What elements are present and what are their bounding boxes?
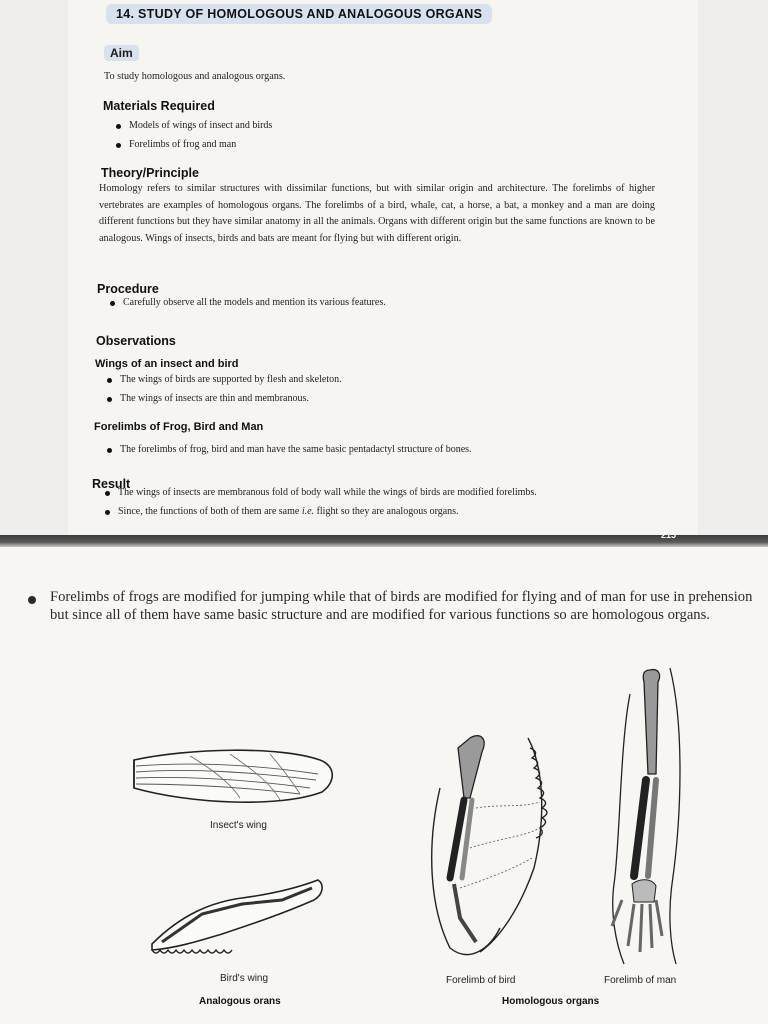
aim-text: To study homologous and analogous organs. xyxy=(104,71,286,82)
man-forelimb-label: Forelimb of man xyxy=(604,975,677,986)
list-item: Forelimbs of frog and man xyxy=(113,137,653,156)
wings-subheading: Wings of an insect and bird xyxy=(95,358,239,370)
theory-text: Homology refers to similar structures with dissimilar functions, but with similar origin and architecture. The forelimbs of higher vertebrates are examples of homologous organs. The forelimbs of a bird, whale, cat, a horse, a bat, a monkey and a man are doing different functions but they have similar anatomy in all the animals. Organs with different origin but the same functions are known to be analogous. Wings of insects, birds and bats are meant for flying but with different origin. xyxy=(99,183,655,244)
bird-forelimb-label: Forelimb of bird xyxy=(446,975,516,986)
homologous-caption: Homologous organs xyxy=(502,996,600,1007)
result-list xyxy=(102,485,662,523)
result-heading: Result xyxy=(92,477,131,491)
materials-list xyxy=(113,118,653,156)
chapter-title: 14. STUDY OF HOMOLOGOUS AND ANALOGOUS ORGANS xyxy=(106,4,492,24)
result-text: flight so they are analogous organs. xyxy=(314,506,459,517)
list-item: The wings of birds are supported by flesh and skeleton. xyxy=(104,372,644,391)
list-item xyxy=(102,504,662,523)
analogous-caption: Analogous orans xyxy=(199,996,281,1007)
forelimbs-list xyxy=(104,442,664,461)
page-number: 215 xyxy=(660,530,676,540)
homologous-paragraph: Forelimbs of frogs are modified for jumping while that of birds are modified for flying and of man for use in prehension but since all of them have same basic structure and are modified for various functions so are homologous organs. xyxy=(50,589,753,623)
bullet-icon xyxy=(28,596,36,604)
list-item: The wings of insects are thin and membranous. xyxy=(104,391,644,410)
bird-wing-illustration xyxy=(142,874,328,964)
procedure-list xyxy=(107,295,647,314)
forelimbs-subheading: Forelimbs of Frog, Bird and Man xyxy=(94,421,264,433)
bird-wing-label: Bird's wing xyxy=(220,973,269,984)
list-item: The wings of insects are membranous fold of body wall while the wings of birds are modified forelimbs. xyxy=(102,485,662,504)
procedure-heading: Procedure xyxy=(97,282,159,296)
man-forelimb-illustration xyxy=(600,664,700,974)
page-footer-strip xyxy=(0,535,768,547)
observations-heading: Observations xyxy=(96,334,176,348)
aim-heading: Aim xyxy=(104,45,139,61)
ie-text: i.e. xyxy=(301,506,315,517)
list-item: The forelimbs of frog, bird and man have the same basic pentadactyl structure of bones. xyxy=(104,442,664,461)
wings-list xyxy=(104,372,644,410)
result-text: Since, the functions of both of them are same xyxy=(118,506,302,517)
materials-heading: Materials Required xyxy=(103,99,215,113)
theory-heading: Theory/Principle xyxy=(101,166,199,180)
insect-wing-illustration xyxy=(130,738,340,818)
insect-wing-label: Insect's wing xyxy=(210,820,267,831)
list-item: Models of wings of insect and birds xyxy=(113,118,653,137)
bird-forelimb-illustration xyxy=(420,728,560,968)
list-item: Carefully observe all the models and mention its various features. xyxy=(107,295,647,314)
